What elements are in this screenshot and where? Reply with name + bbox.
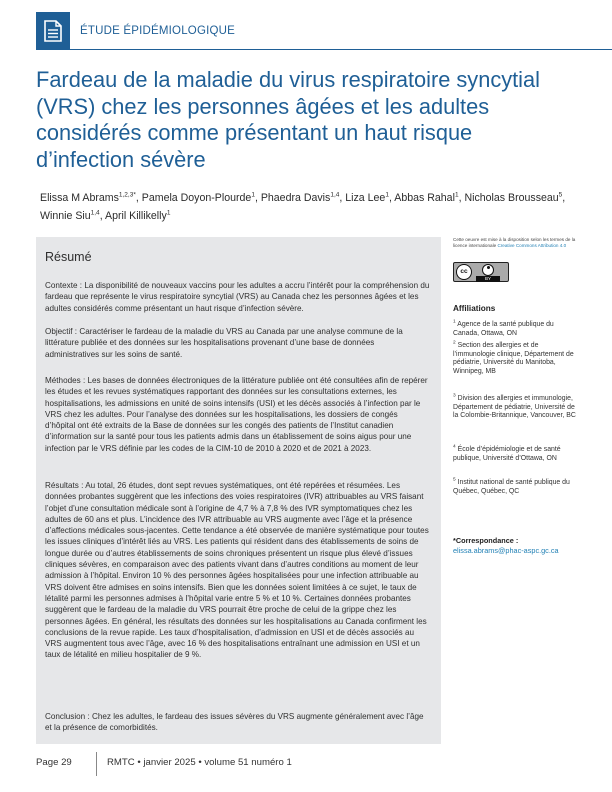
license-notice [453,237,583,248]
abstract-results-text: Au total, 26 études, dont sept revues systématiques, ont été repérées et résumées. Les données probantes suggèrent que les infections des voies respiratoires (IVR) attribuables au VRS faisant l’objet d’une consultation médicale sont à l’origine de 4,7 % à 7,8 % des IVR symptomatiques chez les adultes de 60 ans et plus. L’incidence des IVR attribuable au VRS augmente avec l’âge et la présence d’affections médicales sous-jacentes. Cette tendance a été observée de manière systématique pour toutes les issues cliniques d’intérêt liés au VRS. Les patients qui résident dans des établissements de soins de longue durée ou d’autres établissements de soins chroniques présentent un risque plus élevé d’issues cliniques sévères, en comparaison avec des patients vivant dans d’autres conditions au moment de leur admission à l’hôpital. Environ 10 % des personnes âgées hospitalisées pour une infection attribuable au VRS doivent être admises en soins intensifs. Bien que les données soient limitées à ce sujet, le taux de létalité parmi les personnes admises à l’hôpital varie entre 5 % et 10 %. Certaines données probantes suggèrent que le fardeau de la maladie du VRS pourrait être proche de celui de la grippe chez les personnes âgées. En général, les résultats des données sur les hospitalisations au Canada confirment les conclusions de la revue rapide. Les taux d’hospitalisation, d’admission en USI et de décès associés au VRS augmentent tous avec l’âge, avec 16 % des hospitalisations entraînant une admission en USI et un taux de létalité en milieu hospitalier de 9 %. [45,481,429,660]
abstract-context [45,280,430,314]
author-affiliation-marker: 1,4 [90,209,100,217]
abstract-context-label: Contexte : [45,281,83,290]
affiliation-number: 4 [453,444,456,450]
author-affiliation-marker: 1 [166,209,171,217]
header-divider [70,49,612,50]
author-affiliation-marker: 1,2,3* [118,191,136,199]
author-name: Pamela Doyon-Plourde [141,192,252,204]
abstract-results [45,480,430,661]
abstract-heading: Résumé [45,250,92,264]
article-title: Fardeau de la maladie du virus respiratoire syncytial (VRS) chez les personnes âgées et les adultes considérés comme présentant un haut risque d’infection sévère [36,67,540,172]
correspondence-email-link[interactable]: elissa.abrams@phac-aspc.gc.ca [453,546,559,555]
attribution-person-icon [482,264,494,276]
cc-icon: cc [456,264,472,280]
author-affiliation-marker: 1 [454,191,459,199]
abstract-objective [45,326,430,360]
author-separator: , [388,192,395,204]
affiliation-number: 5 [453,477,456,483]
abstract-conclusion-text: Chez les adultes, le fardeau des issues sévères du VRS augmente généralement avec l’âge et la présence de comorbidités. [45,712,424,733]
license-link[interactable]: Creative Commons Attribution 4.0 [497,242,567,248]
affiliations-heading: Affiliations [453,304,496,313]
footer-divider [96,752,97,776]
affiliation-number: 3 [453,393,456,399]
author-name: Phaedra Davis [260,192,331,204]
license-text: Cette oeuvre est mise à la disposition selon les termes de la licence internationale [453,237,576,248]
affiliation-item [453,395,581,421]
abstract-methods [45,375,430,454]
author-separator: , [562,192,566,204]
correspondence-heading: *Correspondance : [453,536,519,545]
author-name: Nicholas Brousseau [464,192,559,204]
affiliation-text: Institut national de santé publique du Québec, Québec, QC [453,479,570,495]
author-affiliation-marker: 1,4 [330,191,340,199]
by-label: BY [476,276,500,282]
author-separator: , [254,192,261,204]
affiliation-item [453,342,581,376]
abstract-conclusion-label: Conclusion : [45,712,90,721]
author-affiliation-marker: 1 [385,191,389,199]
page-number: Page 29 [36,757,72,768]
document-icon [36,12,70,50]
affiliation-text: Division des allergies et immunologie, Département de pédiatrie, Université de la Colombie-Britannique, Vancouver, BC [453,395,576,419]
affiliation-number: 2 [453,340,456,346]
affiliation-item [453,446,581,463]
affiliation-item [453,321,581,338]
header-bar [0,0,612,50]
affiliation-text: Section des allergies et de l’immunologie clinique, Département de pédiatrie, Université du Manitoba, Winnipeg, MB [453,342,574,375]
abstract-methods-label: Méthodes : [45,376,86,385]
abstract-context-text: La disponibilité de nouveaux vaccins pour les adultes a accru l’intérêt pour la compréhension du fardeau que représente le virus respiratoire syncytial (VRS) au Canada chez les personnes âgées et les adultes considérés comme présentant un haut risque d’infection sévère. [45,281,430,313]
affiliation-text: École d’épidémiologie et de santé publique, Université d’Ottawa, ON [453,446,561,462]
abstract-conclusion [45,711,430,734]
author-list [40,189,585,225]
affiliation-number: 1 [453,319,456,325]
abstract-methods-text: Les bases de données électroniques de la littérature publiée ont été consultées afin de repérer les études et les revues systématiques rapportant des données sur les consultations externes, les hospitalisations, les admissions en unité de soins intensifs (USI) et les décès associés à l’infection par le VRS chez les adultes. Pour l’analyse des données sur les hospitalisations, les dossiers de congés d’hôpital ont été extraits de la Base de données sur les congés des patients de l’Institut canadien d’information sur la santé pour tous les patients admis dans un établissement de soins aigus pour une infection par le VRS définie par les codes de la CIM-10 de 2010 à 2020 et de 2021 à 2023. [45,376,428,453]
author-name: Winnie Siu [40,210,91,222]
author-name: Liza Lee [345,192,386,204]
author-name: April Killikelly [105,210,167,222]
cc-by-license-icon[interactable] [453,262,509,282]
journal-citation: RMTC • janvier 2025 • volume 51 numéro 1 [107,757,292,768]
author-separator: , [135,192,142,204]
author-separator: , [99,210,105,222]
author-name: Abbas Rahal [394,192,455,204]
affiliation-text: Agence de la santé publique du Canada, Ottawa, ON [453,321,554,337]
abstract-objective-text: Caractériser le fardeau de la maladie du VRS au Canada par une analyse commune de la littérature publiée et des données sur les hospitalisations provenant d’une base de données administratives sur les soins de santé. [45,327,403,359]
author-affiliation-marker: 5 [558,191,563,199]
author-name: Elissa M Abrams [40,192,119,204]
abstract-objective-label: Objectif : [45,327,78,336]
author-separator: , [339,192,346,204]
abstract-results-label: Résultats : [45,481,84,490]
author-separator: , [458,192,465,204]
affiliation-item [453,479,581,496]
author-affiliation-marker: 1 [251,191,255,199]
section-label: ÉTUDE ÉPIDÉMIOLOGIQUE [80,25,236,37]
